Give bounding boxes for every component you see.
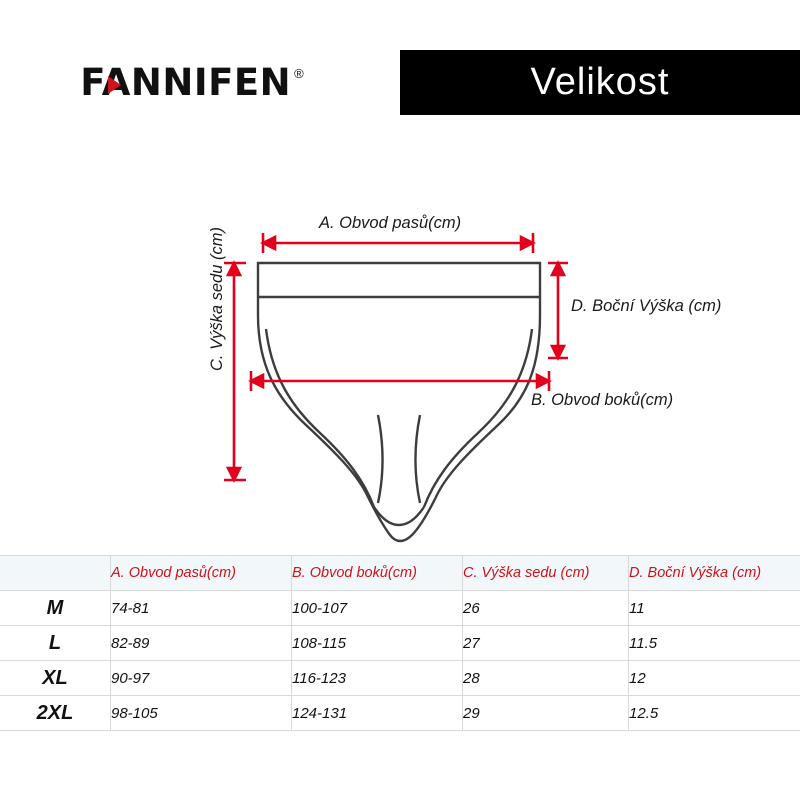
cell-waist: 98-105 [111,696,292,731]
column-header-rise: C. Výška sedu (cm) [463,556,629,591]
cell-hip: 124-131 [292,696,463,731]
logo-triangle-icon [108,76,121,94]
header-bar [0,50,800,115]
column-header-side-height: D. Boční Výška (cm) [629,556,800,591]
column-header-waist: A. Obvod pasů(cm) [111,556,292,591]
registered-trademark-icon: ® [294,66,304,81]
cell-side-height: 11 [629,591,800,626]
label-d: D. Boční Výška (cm) [571,297,722,315]
table-row [0,591,800,626]
cell-side-height: 11.5 [629,626,800,661]
garment-outline [258,263,540,541]
table-row [0,661,800,696]
measurement-lines [224,233,568,480]
cell-rise: 27 [463,626,629,661]
column-header-size [0,556,111,591]
cell-hip: 100-107 [292,591,463,626]
cell-waist: 82-89 [111,626,292,661]
cell-rise: 26 [463,591,629,626]
page-title: Velikost [530,61,670,103]
size-table-wrapper [0,555,800,731]
cell-hip: 108-115 [292,626,463,661]
table-header-row [0,556,800,591]
label-a: A. Obvod pasů(cm) [319,214,462,232]
table-row [0,696,800,731]
size-table [0,555,800,731]
cell-side-height: 12 [629,661,800,696]
cell-size: 2XL [0,696,111,731]
title-panel [400,50,800,115]
cell-rise: 28 [463,661,629,696]
measurement-diagram [0,115,800,555]
column-header-hip: B. Obvod boků(cm) [292,556,463,591]
table-row [0,626,800,661]
cell-rise: 29 [463,696,629,731]
cell-size: XL [0,661,111,696]
label-b: B. Obvod boků(cm) [531,391,674,409]
brand-panel [0,50,400,115]
cell-size: M [0,591,111,626]
table-body [0,591,800,731]
footer-spacer [0,762,800,800]
cell-hip: 116-123 [292,661,463,696]
table-header [0,556,800,591]
label-c: C. Výška sedu (cm) [208,227,226,371]
cell-waist: 90-97 [111,661,292,696]
brand-name: FANNIFEN [80,61,292,104]
cell-side-height: 12.5 [629,696,800,731]
cell-size: L [0,626,111,661]
brand-logo [80,61,304,104]
cell-waist: 74-81 [111,591,292,626]
